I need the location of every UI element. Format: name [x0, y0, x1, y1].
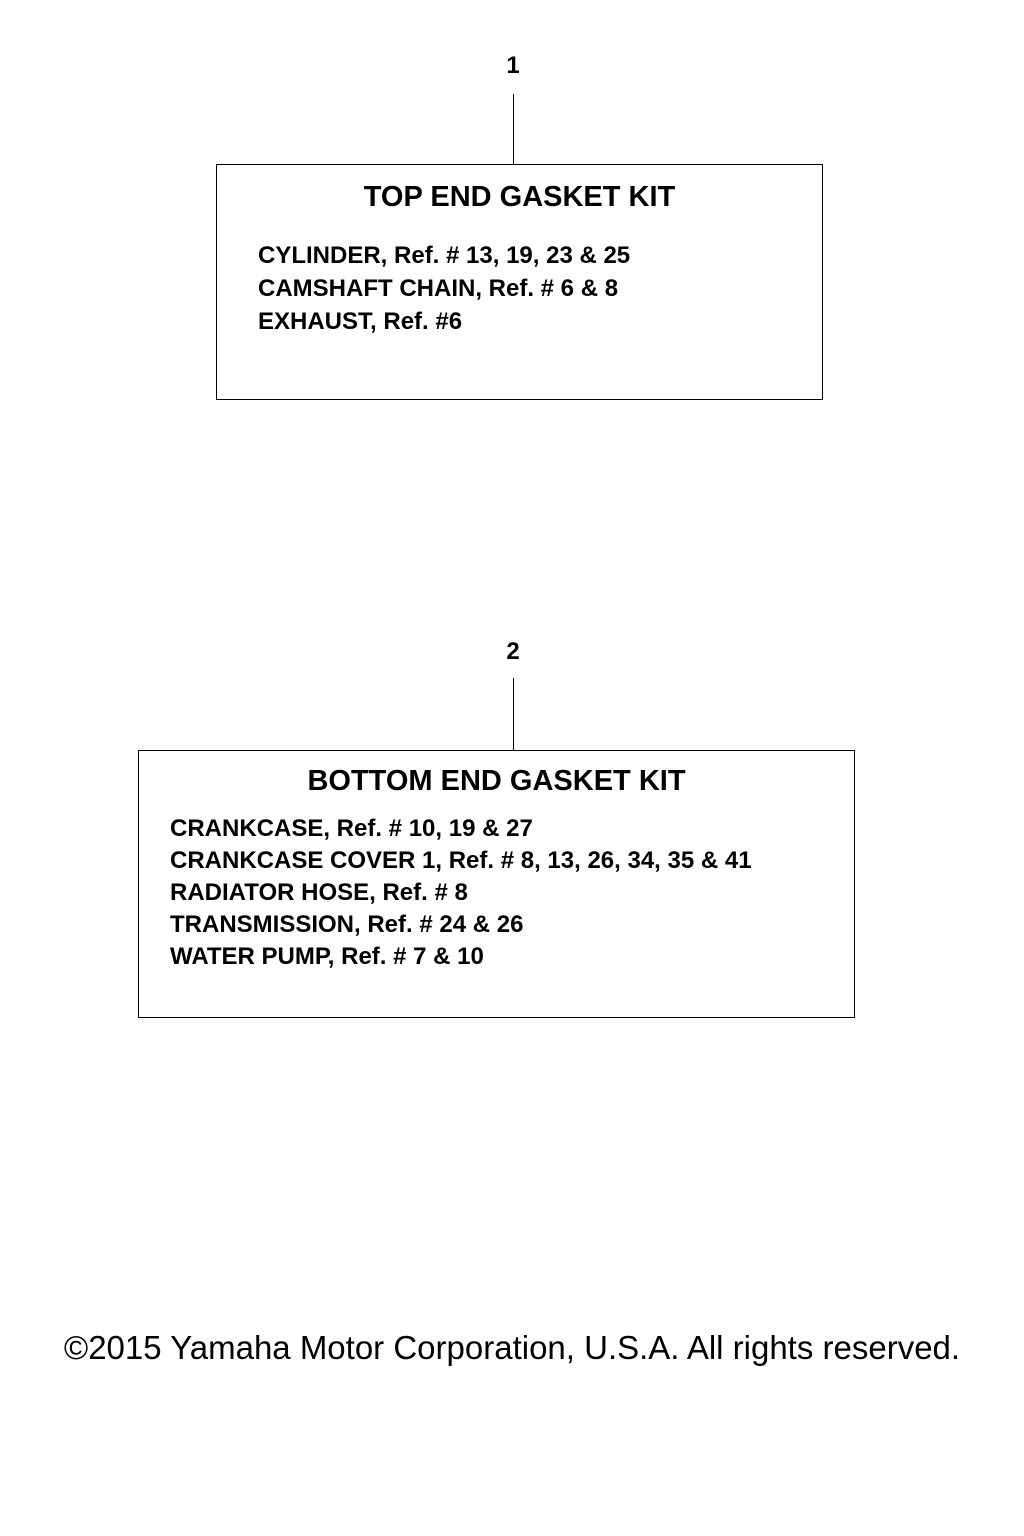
kit-item: WATER PUMP, Ref. # 7 & 10	[170, 943, 484, 970]
kit-title: TOP END GASKET KIT	[363, 181, 676, 213]
kit-item: EXHAUST, Ref. #6	[258, 308, 463, 335]
top-end-gasket-kit-box	[216, 164, 823, 400]
kit-item-list	[170, 813, 752, 973]
kit-item: CRANKCASE, Ref. # 10, 19 & 27	[170, 815, 533, 842]
kit-item: CAMSHAFT CHAIN, Ref. # 6 & 8	[258, 275, 619, 302]
kit-item: CYLINDER, Ref. # 13, 19, 23 & 25	[258, 242, 631, 269]
kit-item: RADIATOR HOSE, Ref. # 8	[170, 879, 468, 906]
leader-line-2	[513, 678, 514, 750]
kit-item: TRANSMISSION, Ref. # 24 & 26	[170, 911, 524, 938]
kit-item: CRANKCASE COVER 1, Ref. # 8, 13, 26, 34, 35 & 41	[170, 847, 752, 874]
callout-number-1: 1	[506, 52, 520, 79]
leader-line-1	[513, 94, 514, 164]
callout-number-2: 2	[506, 638, 520, 665]
bottom-end-gasket-kit-box	[138, 750, 855, 1018]
copyright-notice: ©2015 Yamaha Motor Corporation, U.S.A. All rights reserved.	[63, 1329, 961, 1366]
kit-title: BOTTOM END GASKET KIT	[307, 765, 686, 797]
kit-item-list	[258, 239, 630, 338]
